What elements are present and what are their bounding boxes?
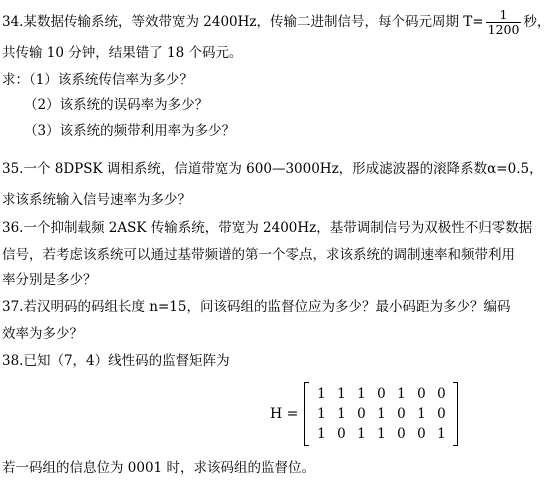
matrix-cell: 1 xyxy=(337,386,346,402)
matrix-cell: 1 xyxy=(377,426,386,442)
check-matrix xyxy=(270,381,458,447)
q34-line1 xyxy=(2,8,550,37)
matrix-cell: 0 xyxy=(417,426,426,442)
q38-line1: 38.已知（7，4）线性码的监督矩阵为 xyxy=(2,353,230,369)
q34-line3: 求：（1）该系统传信率为多少？ xyxy=(2,72,193,88)
matrix-row xyxy=(311,384,451,404)
matrix-cell: 1 xyxy=(437,426,446,442)
q34-line1-tail: 秒， xyxy=(523,14,550,30)
matrix-cell: 1 xyxy=(337,406,346,422)
fraction-denominator: 1200 xyxy=(487,22,520,37)
q35-line1: 35.一个 8DPSK 调相系统，信道带宽为 600—3000Hz，形成滤波器的滚降系数α=0.5， xyxy=(2,161,543,177)
q37-line1: 37.若汉明码的码组长度 n=15，问该码组的监督位应为多少？最小码距为多少？编码 xyxy=(2,299,511,315)
matrix-cell: 1 xyxy=(357,426,366,442)
matrix-cell: 0 xyxy=(417,386,426,402)
matrix-cell: 1 xyxy=(317,426,326,442)
matrix-cell: 1 xyxy=(317,406,326,422)
matrix-label: H = xyxy=(270,406,299,422)
matrix-cell: 1 xyxy=(377,406,386,422)
matrix-cell: 1 xyxy=(317,386,326,402)
right-bracket xyxy=(453,382,458,446)
matrix-cell: 1 xyxy=(357,386,366,402)
matrix-cell: 1 xyxy=(417,406,426,422)
q35-line2: 求该系统输入信号速率为多少？ xyxy=(2,192,191,208)
matrix-table xyxy=(311,384,451,444)
matrix-cell: 0 xyxy=(437,386,446,402)
q37-line2: 效率为多少？ xyxy=(2,326,83,342)
matrix-row xyxy=(311,404,451,424)
matrix-cell: 0 xyxy=(397,406,406,422)
q34-line1-text: 34.某数据传输系统，等效带宽为 2400Hz，传输二进制信号，每个码元周期 T= xyxy=(2,14,484,30)
fraction-numerator: 1 xyxy=(499,7,508,22)
period-fraction xyxy=(486,8,522,37)
matrix-cell: 0 xyxy=(437,406,446,422)
q34-line2: 共传输 10 分钟，结果错了 18 个码元。 xyxy=(2,45,243,61)
left-bracket xyxy=(304,382,309,446)
matrix-cell: 0 xyxy=(377,386,386,402)
matrix-row xyxy=(311,424,451,444)
matrix-cell: 1 xyxy=(397,386,406,402)
matrix-cell: 0 xyxy=(397,426,406,442)
q34-line5: （3）该系统的频带利用率为多少？ xyxy=(24,123,236,139)
q36-line1: 36.一个抑制载频 2ASK 传输系统，带宽为 2400Hz，基带调制信号为双极性不归零数据 xyxy=(2,220,533,236)
q36-line3: 率分别是多少？ xyxy=(2,272,97,288)
q38-line2: 若一码组的信息位为 0001 时，求该码组的监督位。 xyxy=(2,460,315,476)
q36-line2: 信号，若考虑该系统可以通过基带频谱的第一个零点，求该系统的调制速率和频带利用 xyxy=(2,247,515,263)
matrix-cell: 0 xyxy=(337,426,346,442)
q34-line4: （2）该系统的误码率为多少？ xyxy=(24,97,209,113)
matrix-cell: 0 xyxy=(357,406,366,422)
